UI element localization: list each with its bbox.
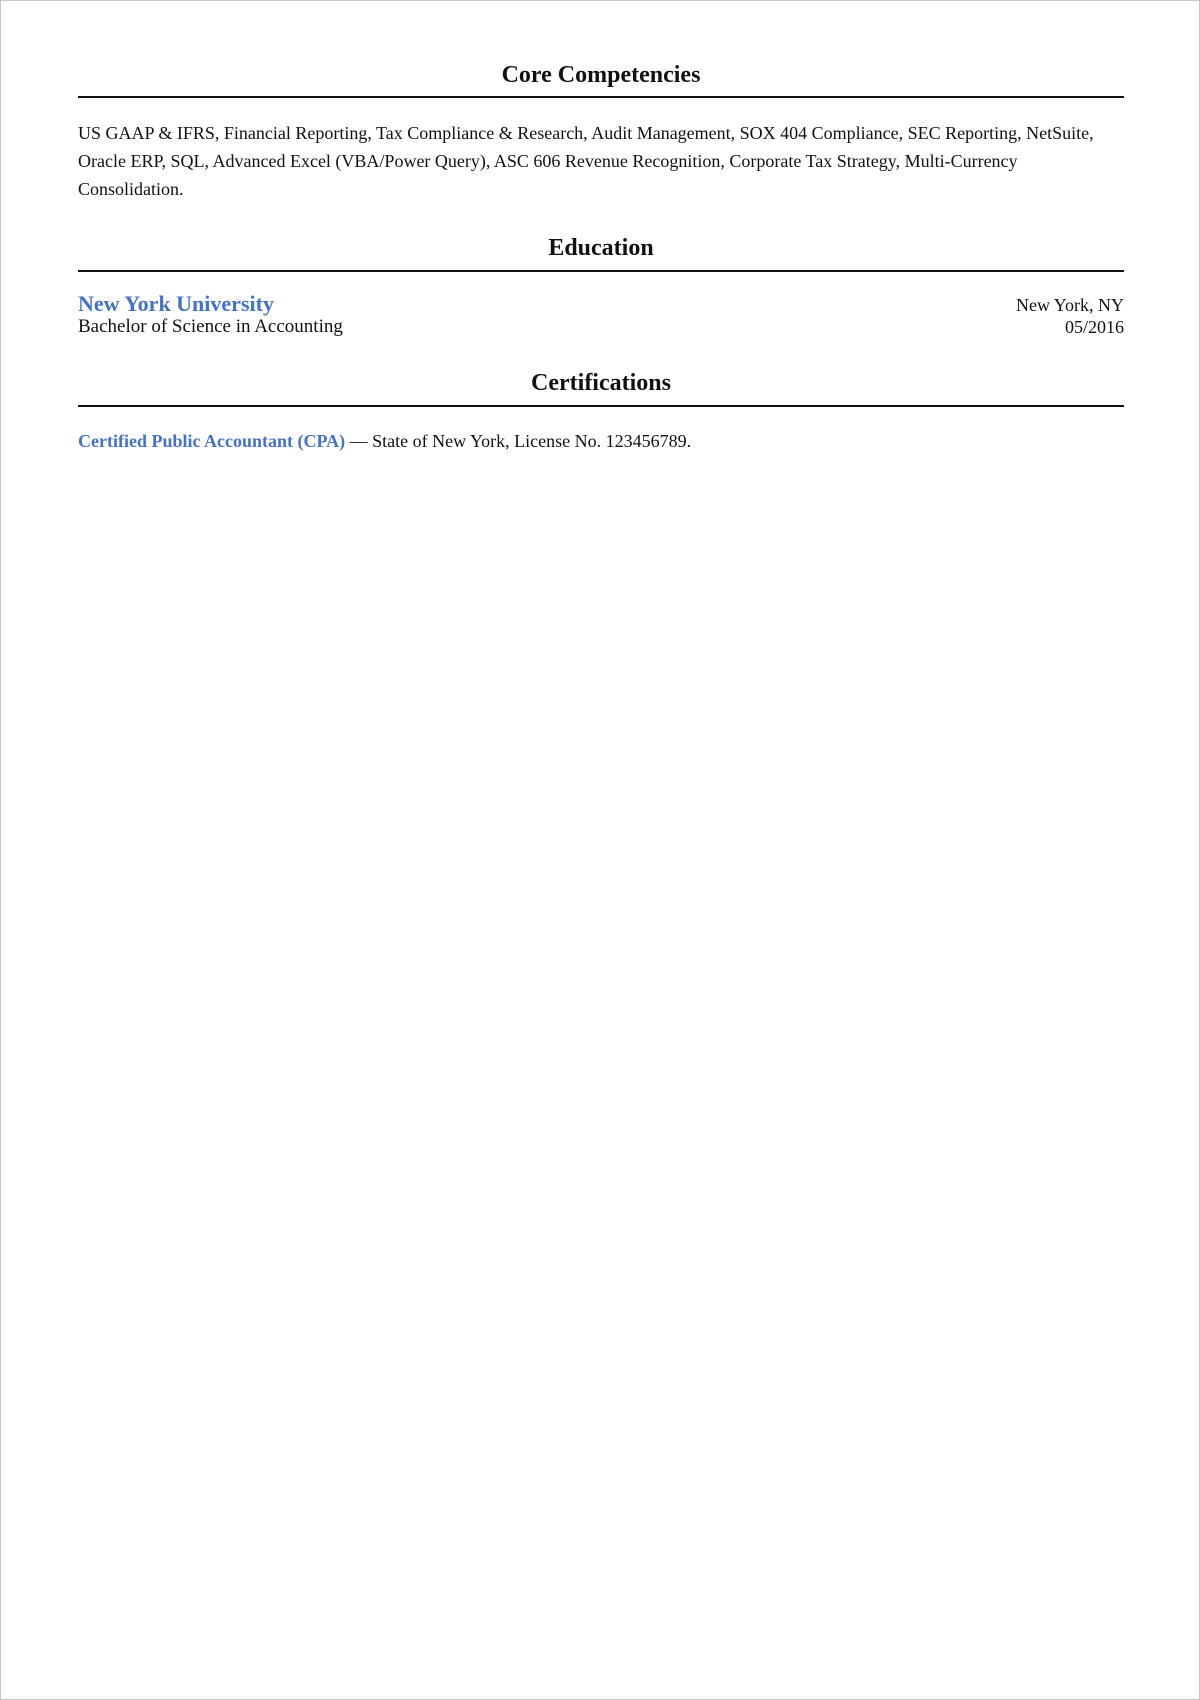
section-heading-core-competencies: Core Competencies (501, 62, 701, 88)
section-heading-education: Education (548, 235, 654, 261)
section-divider-certifications (78, 405, 1124, 407)
graduation-date: 05/2016 (1064, 317, 1124, 337)
degree-name: Bachelor of Science in Accounting (78, 316, 343, 337)
certification-detail: State of New York, License No. 123456789. (372, 431, 692, 451)
section-heading-certifications: Certifications (531, 370, 671, 396)
school-location: New York, NY (1015, 295, 1124, 315)
education-left-column (78, 292, 343, 338)
certification-name: Certified Public Accountant (CPA) (78, 431, 346, 451)
certification-entry (78, 428, 1124, 454)
school-name: New York University (78, 291, 274, 316)
education-entry (78, 292, 1124, 340)
section-divider-education (78, 270, 1124, 272)
education-right-column (1016, 294, 1124, 338)
certification-separator: — (345, 431, 373, 451)
core-competencies-text: US GAAP & IFRS, Financial Reporting, Tax Compliance & Research, Audit Management, SOX 404 Compliance, SEC Reporting, NetSuite, Oracle ERP, SQL, Advanced Excel (VBA/Power Query), ASC 606 Revenue Recognition, Corporate Tax Strategy, Multi-Currency Consolidation. (78, 123, 1094, 199)
section-divider-core-competencies (78, 96, 1124, 98)
